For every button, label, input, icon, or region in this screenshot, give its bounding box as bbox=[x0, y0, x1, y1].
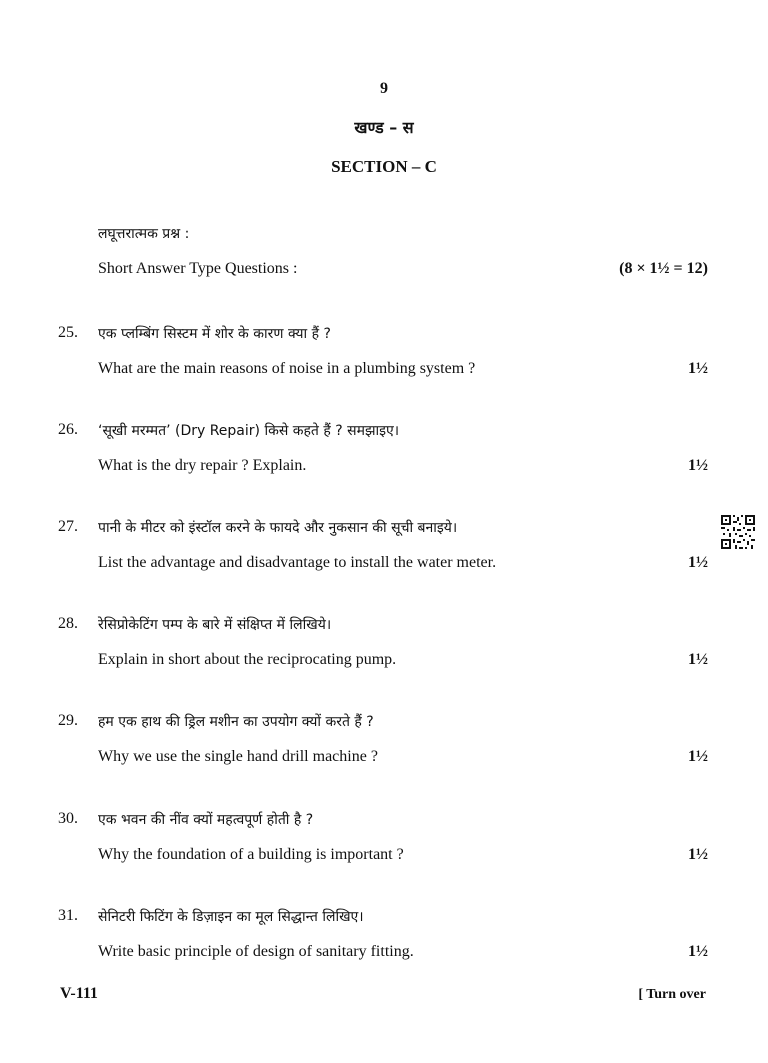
question-marks: 1½ bbox=[688, 846, 708, 863]
question-text-hindi: हम एक हाथ की ड्रिल मशीन का उपयोग क्यों करते हैं ? bbox=[98, 714, 374, 730]
section-marks: (8 × 1½ = 12) bbox=[619, 260, 708, 277]
question-text-english: Write basic principle of design of sanitary fitting. bbox=[98, 943, 414, 960]
question-text-hindi: रेसिप्रोकेटिंग पम्प के बारे में संक्षिप्त में लिखिये। bbox=[98, 617, 332, 633]
question-text-english: List the advantage and disadvantage to install the water meter. bbox=[98, 554, 497, 571]
question-number: 29. bbox=[58, 712, 78, 729]
question-text-hindi: एक प्लम्बिंग सिस्टम में शोर के कारण क्या हैं ? bbox=[98, 326, 331, 342]
question-type-heading-english: Short Answer Type Questions : bbox=[98, 260, 298, 277]
question-text-hindi: ‘सूखी मरम्मत’ (Dry Repair) किसे कहते हैं ? समझाइए। bbox=[98, 423, 400, 439]
question-type-heading-hindi: लघूत्तरात्मक प्रश्न : bbox=[98, 226, 190, 242]
qr-code-icon bbox=[720, 514, 756, 550]
question-marks: 1½ bbox=[688, 457, 708, 474]
question-29 bbox=[0, 712, 768, 782]
question-text-english: What is the dry repair ? Explain. bbox=[98, 457, 307, 474]
question-marks: 1½ bbox=[688, 943, 708, 960]
question-marks: 1½ bbox=[688, 360, 708, 377]
turn-over-note: [ Turn over bbox=[638, 987, 706, 1002]
question-marks: 1½ bbox=[688, 554, 708, 571]
section-title-hindi: खण्ड – स bbox=[354, 118, 414, 137]
question-text-english: What are the main reasons of noise in a plumbing system ? bbox=[98, 360, 476, 377]
question-text-hindi: सेनिटरी फिटिंग के डिज़ाइन का मूल सिद्धान्त लिखिए। bbox=[98, 909, 364, 925]
question-text-hindi: पानी के मीटर को इंस्टॉल करने के फायदे और नुकसान की सूची बनाइये। bbox=[98, 520, 458, 536]
question-text-hindi: एक भवन की नींव क्यों महत्वपूर्ण होती है ? bbox=[98, 812, 314, 828]
question-text-english: Explain in short about the reciprocating pump. bbox=[98, 651, 397, 668]
question-marks: 1½ bbox=[688, 651, 708, 668]
question-28 bbox=[0, 615, 768, 685]
question-30 bbox=[0, 810, 768, 880]
question-text-english: Why we use the single hand drill machine ? bbox=[98, 748, 378, 765]
question-number: 30. bbox=[58, 810, 78, 827]
question-number: 28. bbox=[58, 615, 78, 632]
question-number: 26. bbox=[58, 421, 78, 438]
page-number: 9 bbox=[380, 80, 388, 97]
question-27 bbox=[0, 518, 768, 588]
question-31 bbox=[0, 907, 768, 977]
question-number: 27. bbox=[58, 518, 78, 535]
question-26 bbox=[0, 421, 768, 491]
question-25 bbox=[0, 324, 768, 394]
question-number: 25. bbox=[58, 324, 78, 341]
paper-code: V-111 bbox=[60, 985, 98, 1002]
question-marks: 1½ bbox=[688, 748, 708, 765]
question-text-english: Why the foundation of a building is important ? bbox=[98, 846, 404, 863]
section-title-english: SECTION – C bbox=[331, 157, 437, 176]
question-number: 31. bbox=[58, 907, 78, 924]
